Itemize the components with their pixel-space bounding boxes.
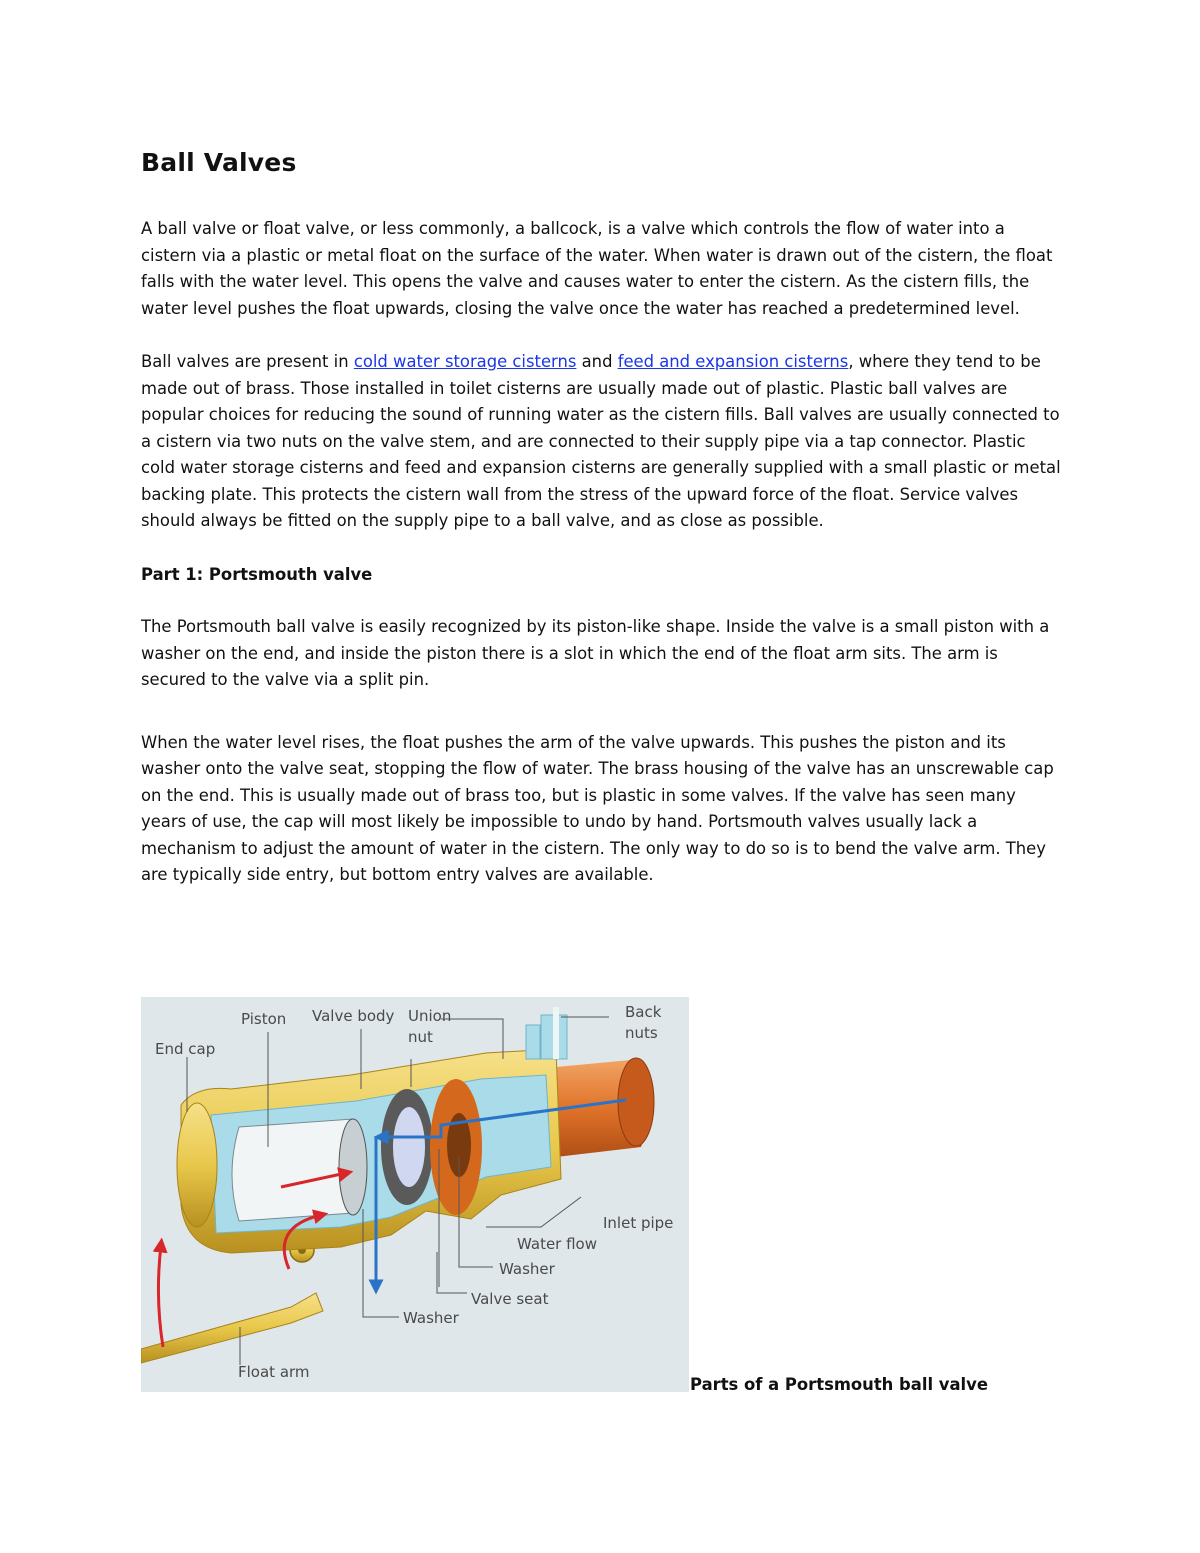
document-body [141,146,1061,889]
mechanism-paragraph: When the water level rises, the float pushes the arm of the valve upwards. This pushes the piston and its washer onto the valve seat, stopping the flow of water. The brass housing of the valve has an unscrewable cap on the end. This is usually made out of brass too, but is plastic in some valves. If the valve has seen many years of use, the cap will most likely be impossible to undo by hand. Portsmouth valves usually lack a mechanism to adjust the amount of water in the cistern. The only way to do so is to bend the valve arm. They are typically side entry, but bottom entry valves are available. [141,732,1054,884]
union-label: Union [408,1007,452,1025]
feed-expansion-cisterns-link[interactable]: feed and expansion cisterns [617,352,849,371]
valve-seat-label: Valve seat [471,1290,549,1308]
paragraph-text: Ball valves are present in [141,352,354,371]
piston [232,1119,353,1221]
back-label: Back [625,1003,662,1021]
back-nut-stem [553,1007,559,1059]
valve-body-label: Valve body [312,1007,395,1025]
inlet-pipe-end [618,1058,654,1146]
paragraph-text: and [576,352,618,371]
end-cap [177,1103,217,1227]
nuts-label: nuts [625,1024,658,1042]
cistern-paragraph [141,349,1061,535]
section-heading: Part 1: Portsmouth valve [141,564,373,584]
paragraph-text: , where they tend to be made out of brass. Those installed in toilet cisterns are usually made out of plastic. Plastic ball valves are popular choices for reducing the sound of running water as the cistern fills. Ball valves are usually connected to a cistern via two nuts on the valve stem, and are connected to their supply pipe via a tap connector. Plastic cold water storage cisterns and feed and expansion cisterns are generally supplied with a small plastic or metal backing plate. This protects the cistern wall from the stress of the upward force of the float. Service valves should always be fitted on the supply pipe to a ball valve, and as close as possible. [141,352,1061,530]
portsmouth-valve-diagram [141,997,689,1392]
page-title: Ball Valves [141,148,297,177]
nut-label: nut [408,1028,433,1046]
float-arm-label: Float arm [238,1363,310,1381]
piston-face [339,1119,367,1215]
washer-right-label: Washer [499,1260,555,1278]
cold-water-cisterns-link[interactable]: cold water storage cisterns [353,352,577,371]
figure-caption: Parts of a Portsmouth ball valve [690,1375,988,1394]
valve-illustration [141,997,689,1392]
inlet-pipe-label: Inlet pipe [603,1214,674,1232]
washer-left-label: Washer [403,1309,459,1327]
back-nut-left [526,1025,540,1059]
end-cap-label: End cap [155,1040,216,1058]
piston-label: Piston [241,1010,287,1028]
intro-paragraph: A ball valve or float valve, or less commonly, a ballcock, is a valve which controls the flow of water into a cistern via a plastic or metal float on the surface of the water. When water is drawn out of the cistern, the float falls with the water level. This opens the valve and causes water to enter the cistern. As the cistern fills, the water level pushes the float upwards, closing the valve once the water has reached a predetermined level. [141,219,1053,318]
valve-seat-hole [393,1107,425,1187]
portsmouth-paragraph: The Portsmouth ball valve is easily recognized by its piston-like shape. Inside the valve is a small piston with a washer on the end, and inside the piston there is a slot in which the end of the float arm sits. The arm is secured to the valve via a split pin. [141,617,1050,689]
water-flow-label: Water flow [517,1235,598,1253]
